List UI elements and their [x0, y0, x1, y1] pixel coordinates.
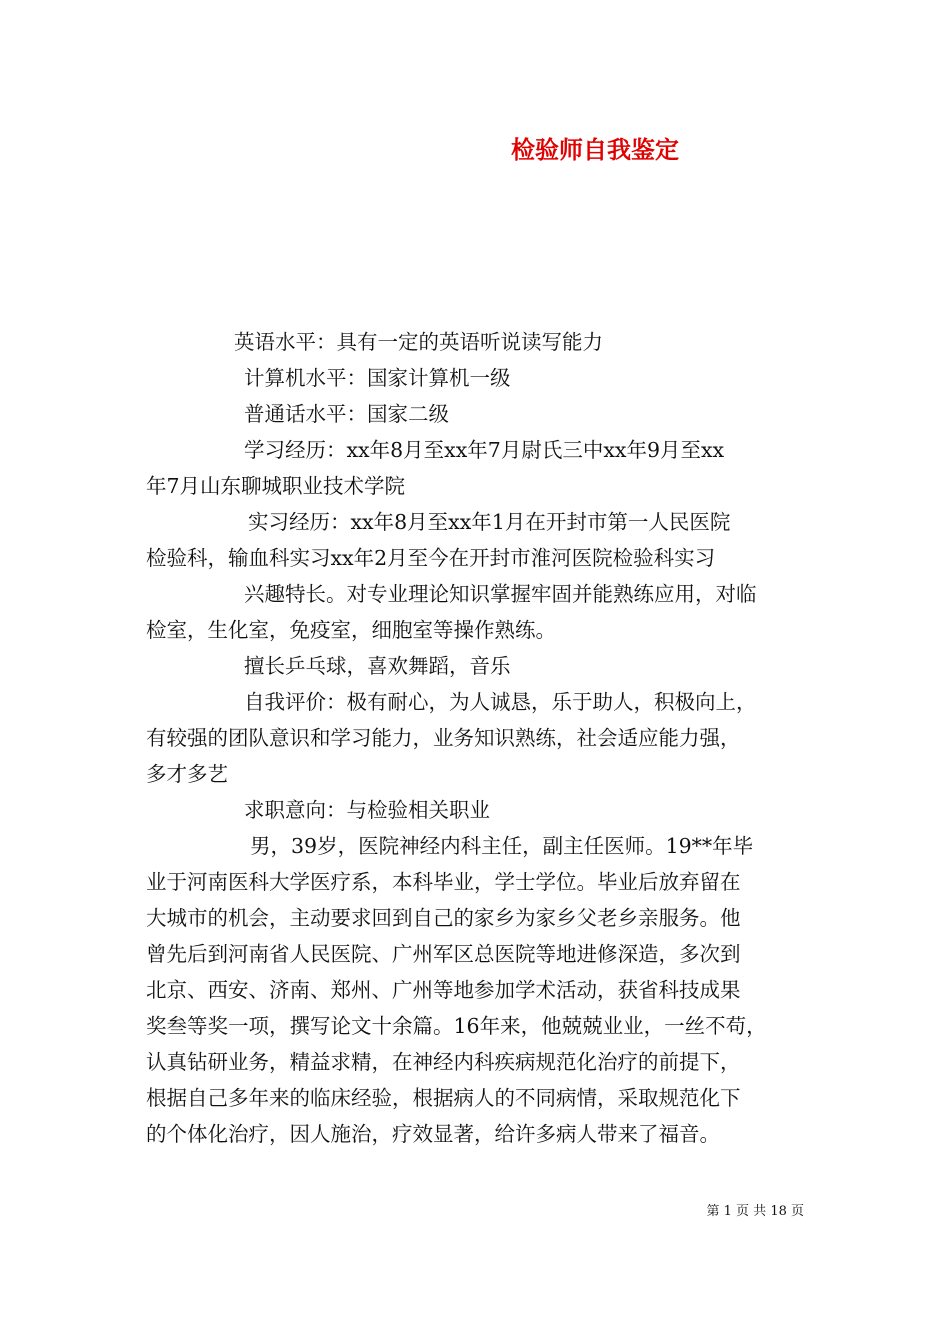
text-line: 自我评价：极有耐心，为人诚恳，乐于助人，积极向上，: [244, 690, 757, 714]
text-line: 兴趣特长。对专业理论知识掌握牢固并能熟练应用，对临: [244, 582, 757, 606]
text-line: 检室，生化室，免疫室，细胞室等操作熟练。: [146, 618, 556, 642]
text-line: 实习经历：xx年8月至xx年1月在开封市第一人民医院: [248, 510, 731, 534]
text-line: 男，39岁，医院神经内科主任，副主任医师。19**年毕: [250, 834, 754, 858]
text-line: 根据自己多年来的临床经验，根据病人的不同病情，采取规范化下: [146, 1086, 741, 1110]
text-line: 曾先后到河南省人民医院、广州军区总医院等地进修深造，多次到: [146, 942, 741, 966]
text-line: 大城市的机会，主动要求回到自己的家乡为家乡父老乡亲服务。他: [146, 906, 741, 930]
text-line: 多才多艺: [146, 762, 228, 786]
text-line: 认真钻研业务，精益求精，在神经内科疾病规范化治疗的前提下，: [146, 1050, 741, 1074]
text-line: 计算机水平：国家计算机一级: [244, 366, 511, 390]
text-line: 北京、西安、济南、郑州、广州等地参加学术活动，获省科技成果: [146, 978, 741, 1002]
text-line: 年7月山东聊城职业技术学院: [146, 474, 406, 498]
text-line: 普通话水平：国家二级: [244, 402, 449, 426]
document-body: [146, 324, 818, 1152]
text-line: 擅长乒乓球，喜欢舞蹈，音乐: [244, 654, 511, 678]
text-line: 奖叁等奖一项，撰写论文十余篇。16年来，他兢兢业业，一丝不苟，: [146, 1014, 767, 1038]
text-line: 的个体化治疗，因人施治，疗效显著，给许多病人带来了福音。: [146, 1122, 720, 1146]
page-number-footer: 第 1 页 共 18 页: [706, 1204, 804, 1219]
text-line: 检验科，输血科实习xx年2月至今在开封市淮河医院检验科实习: [146, 546, 716, 570]
text-line: 英语水平：具有一定的英语听说读写能力: [234, 330, 603, 354]
text-line: 业于河南医科大学医疗系，本科毕业，学士学位。毕业后放弃留在: [146, 870, 741, 894]
text-line: 求职意向：与检验相关职业: [244, 798, 490, 822]
text-line: 有较强的团队意识和学习能力，业务知识熟练，社会适应能力强，: [146, 726, 741, 750]
text-line: 学习经历：xx年8月至xx年7月尉氏三中xx年9月至xx: [244, 438, 725, 462]
document-title: 检验师自我鉴定: [511, 136, 679, 164]
